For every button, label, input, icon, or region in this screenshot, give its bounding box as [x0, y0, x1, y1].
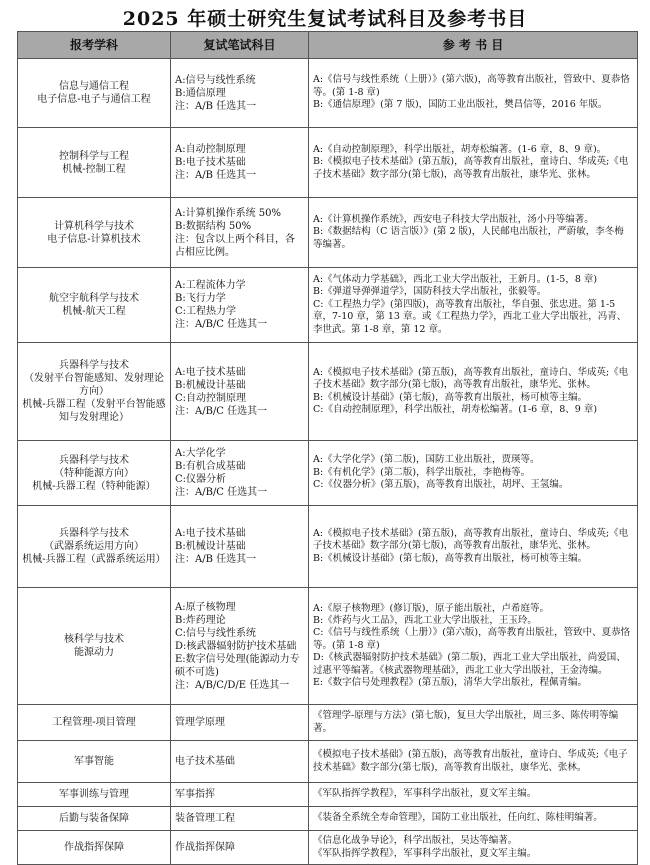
refs-cell	[309, 441, 638, 506]
refs-cell	[309, 783, 638, 807]
subject-cell	[18, 343, 171, 441]
exam-line: 装备管理工程	[175, 813, 235, 824]
refs-cell	[309, 807, 638, 831]
exam-cell	[171, 831, 309, 865]
table-row	[18, 343, 638, 441]
header-subject: 报考学科	[18, 32, 171, 59]
exam-line: B:机械设计基础	[175, 379, 246, 391]
refs-line: B:《模拟电子技术基础》(第五版)，高等教育出版社，童诗白、华成英;《电子技术基础》数字部分(第七版)，高等教育出版社，康华光、张林。	[313, 156, 629, 180]
exam-line: 军事指挥	[175, 789, 215, 800]
subject-line: 电子信息-计算机技术	[47, 233, 141, 245]
header-row	[18, 32, 638, 59]
refs-line: 《信息化战争导论》，科学出版社，吴达等编著。	[313, 835, 518, 847]
subject-line: 信息与通信工程	[59, 81, 129, 92]
exam-line: 管理学原理	[175, 717, 225, 728]
subject-cell	[18, 59, 171, 128]
subject-line: 控制科学与工程	[59, 150, 129, 162]
exam-line: C:仪器分析	[175, 474, 227, 485]
exam-line: A:电子技术基础	[175, 528, 246, 539]
table-row	[18, 268, 638, 343]
exam-cell	[171, 59, 309, 128]
refs-line: A:《模拟电子技术基础》(第五版)，高等教育出版社，童诗白、华成英;《电子技术基础》数字部分(第七版)，高等教育出版社，康华光、张林。	[313, 527, 629, 552]
exam-line: B:有机合成基础	[175, 461, 246, 472]
subject-cell	[18, 831, 171, 865]
refs-cell	[309, 588, 638, 705]
exam-cell	[171, 588, 309, 705]
exam-line: B:机械设计基础	[175, 541, 246, 552]
exam-line: 注：A/B/C 任选其一	[175, 487, 268, 498]
exam-cell	[171, 128, 309, 198]
table-row	[18, 807, 638, 831]
table-row	[18, 705, 638, 741]
header-refs: 参 考 书 目	[309, 32, 638, 59]
exam-line: B:数据结构 50%	[175, 220, 252, 232]
refs-line: A:《计算机操作系统》，西安电子科技大学出版社，汤小丹等编著。	[313, 213, 594, 225]
exam-line: A:信号与线性系统	[175, 74, 256, 86]
exam-cell	[171, 506, 309, 588]
subject-line: 机械-兵器工程（发射平台智能感知与发射理论）	[22, 399, 166, 423]
exam-cell	[171, 198, 309, 268]
exam-cell	[171, 441, 309, 506]
subject-line: 军事智能	[74, 756, 114, 767]
subject-line: 军事训练与管理	[59, 789, 129, 800]
subject-line: 核科学与技术	[64, 634, 124, 645]
table-header	[18, 32, 638, 59]
subject-line: 能源动力	[74, 647, 114, 658]
exam-line: 作战指挥保障	[175, 842, 235, 853]
exam-line: 注：A/B/C 任选其一	[175, 405, 268, 417]
exam-line: D:核武器辐射防护技术基础	[175, 640, 297, 652]
table-row	[18, 741, 638, 783]
refs-line: A:《自动控制原理》，科学出版社，胡寿松编著。(1-6 章，8、9 章)。	[313, 143, 607, 155]
exam-line: A:计算机操作系统 50%	[175, 207, 281, 219]
exam-cell	[171, 741, 309, 783]
exam-line: A:自动控制原理	[175, 144, 246, 155]
refs-cell	[309, 831, 638, 865]
exam-line: A:大学化学	[175, 448, 226, 459]
subject-cell	[18, 783, 171, 807]
refs-line: 《装备全系统全寿命管理》，国防工业出版社，任向红、陈桂明编著。	[313, 812, 603, 824]
refs-line: 《模拟电子技术基础》(第五版)，高等教育出版社，童诗白、华成英;《电子技术基础》数字部分(第七版)，高等教育出版社，康华光、张林。	[313, 749, 628, 773]
subject-line: （武器系统运用方向）	[44, 541, 144, 552]
subject-line: 后勤与装备保障	[59, 813, 129, 824]
refs-cell	[309, 741, 638, 783]
exam-table	[17, 31, 638, 865]
refs-line: C:《工程热力学》(第四版)，高等教育出版社，华自强、张忠进。第 1-5 章，7-10 章，第 13 章。或《工程热力学》，西北工业大学出版社，冯青、李世武。第 1-8 章，第 12 章。	[313, 298, 627, 335]
subject-cell	[18, 506, 171, 588]
refs-line: B:《机械设计基础》(第七版)，高等教育出版社，杨可桢等主编。	[313, 552, 588, 564]
table-body	[18, 59, 638, 865]
exam-cell	[171, 783, 309, 807]
subject-cell	[18, 588, 171, 705]
exam-line: A:电子技术基础	[175, 366, 246, 378]
refs-line: 《军队指挥学教程》，军事科学出版社，夏文军主编。	[313, 788, 537, 800]
refs-cell	[309, 128, 638, 198]
exam-cell	[171, 343, 309, 441]
refs-line: B:《机械设计基础》(第七版)，高等教育出版社，杨可桢等主编。	[313, 391, 588, 403]
refs-line: A:《信号与线性系统（上册）》(第六版)，高等教育出版社，管致中、夏恭恪等。(第 1-8 章)	[313, 74, 630, 98]
exam-line: 注：A/B 任选其一	[175, 100, 257, 112]
refs-line: A:《原子核物理》(修订版)，原子能出版社，卢希庭等。	[313, 602, 549, 614]
refs-line: A:《气体动力学基础》，西北工业大学出版社，王新月。(1-5，8 章)	[313, 273, 598, 285]
exam-line: 注：A/B/C/D/E 任选其一	[175, 679, 290, 691]
refs-line: C:《自动控制原理》，科学出版社，胡寿松编著。(1-6 章，8、9 章)	[313, 403, 598, 415]
exam-line: 注：A/B 任选其一	[175, 170, 257, 181]
subject-line: 机械-航天工程	[62, 306, 126, 317]
refs-line: C:《信号与线性系统（上册）》(第六版)，高等教育出版社，管致中、夏恭恪等。(第 1-8 章)	[313, 627, 631, 651]
subject-line: 计算机科学与技术	[54, 220, 134, 232]
subject-cell	[18, 268, 171, 343]
refs-line: D:《核武器辐射防护技术基础》(第二版)，西北工业大学出版社，尚爱国、过惠平等编著。《核武器物理基础》，西北工业大学出版社，王金涛编。	[313, 652, 626, 676]
subject-line: 机械-兵器工程（特种能源）	[32, 480, 156, 492]
exam-cell	[171, 705, 309, 741]
refs-line: E:《数字信号处理教程》(第五版)，清华大学出版社，程佩青编。	[313, 677, 588, 689]
refs-cell	[309, 705, 638, 741]
exam-line: B:通信原理	[175, 87, 226, 99]
exam-line: A:工程流体力学	[175, 280, 246, 291]
table-row	[18, 441, 638, 506]
exam-line: B:炸药理论	[175, 614, 226, 626]
page-title: 2025 年硕士研究生复试考试科目及参考书目	[122, 8, 528, 30]
table-row	[18, 783, 638, 807]
refs-line: A:《大学化学》(第二版)，国防工业出版社，贾瑛等。	[313, 454, 540, 466]
refs-line: 《军队指挥学教程》，军事科学出版社，夏文军主编。	[313, 847, 537, 859]
subject-line: 机械-兵器工程（武器系统运用）	[22, 554, 166, 565]
exam-line: E:数字信号处理(能源动力专硕不可选)	[175, 653, 300, 678]
refs-cell	[309, 198, 638, 268]
subject-cell	[18, 128, 171, 198]
subject-line: 机械-控制工程	[62, 163, 126, 175]
subject-cell	[18, 705, 171, 741]
subject-line: （特种能源方向）	[54, 467, 134, 479]
refs-cell	[309, 268, 638, 343]
subject-line: 作战指挥保障	[64, 842, 124, 853]
exam-line: C:工程热力学	[175, 306, 237, 317]
refs-cell	[309, 343, 638, 441]
exam-line: B:飞行力学	[175, 293, 226, 304]
refs-line: B:《数据结构（C 语言版）》(第 2 版)，人民邮电出版社，严蔚敏，李冬梅等编著。	[313, 226, 624, 250]
exam-line: 电子技术基础	[175, 756, 235, 767]
refs-line: B:《炸药与火工品》，西北工业大学出版社，王玉玲。	[313, 614, 537, 626]
table-row	[18, 506, 638, 588]
refs-line: C:《仪器分析》(第五版)，高等教育出版社，胡坪、王氢编。	[313, 479, 569, 491]
refs-line: B:《通信原理》(第 7 版)，国防工业出版社，樊昌信等，2016 年版。	[313, 99, 608, 111]
subject-cell	[18, 807, 171, 831]
subject-line: 电子信息-电子与通信工程	[37, 94, 151, 105]
table-row	[18, 588, 638, 705]
exam-line: A:原子核物理	[175, 601, 236, 613]
subject-line: 工程管理-项目管理	[52, 717, 136, 728]
exam-line: 注：A/B/C 任选其一	[175, 319, 268, 330]
subject-line: 兵器科学与技术	[59, 454, 129, 466]
table-row	[18, 59, 638, 128]
table-row	[18, 198, 638, 268]
subject-cell	[18, 198, 171, 268]
exam-line: B:电子技术基础	[175, 157, 246, 168]
exam-line: C:自动控制原理	[175, 392, 247, 404]
refs-line: B:《弹道导弹弹道学》，国防科技大学出版社，张毅等。	[313, 286, 547, 298]
refs-cell	[309, 59, 638, 128]
exam-cell	[171, 807, 309, 831]
exam-cell	[171, 268, 309, 343]
subject-line: 兵器科学与技术	[59, 360, 129, 371]
refs-line: 《管理学-原理与方法》(第七版)，复旦大学出版社，周三多、陈传明等编著。	[313, 710, 619, 734]
subject-line: 兵器科学与技术	[59, 528, 129, 539]
table-row	[18, 831, 638, 865]
refs-line: A:《模拟电子技术基础》(第五版)，高等教育出版社，童诗白、华成英;《电子技术基础》数字部分(第七版)，高等教育出版社，康华光、张林。	[313, 366, 629, 391]
subject-cell	[18, 441, 171, 506]
refs-cell	[309, 506, 638, 588]
exam-line: 注：包含以上两个科目，各占相应比例。	[175, 233, 295, 258]
exam-line: 注：A/B 任选其一	[175, 554, 257, 565]
subject-cell	[18, 741, 171, 783]
exam-line: C:信号与线性系统	[175, 627, 257, 639]
subject-line: 航空宇航科学与技术	[49, 293, 139, 304]
header-exam: 复试笔试科目	[171, 32, 309, 59]
refs-line: B:《有机化学》(第二版)，科学出版社，李艳梅等。	[313, 466, 531, 478]
subject-line: （发射平台智能感知、发射理论方向）	[24, 373, 164, 397]
table-row	[18, 128, 638, 198]
